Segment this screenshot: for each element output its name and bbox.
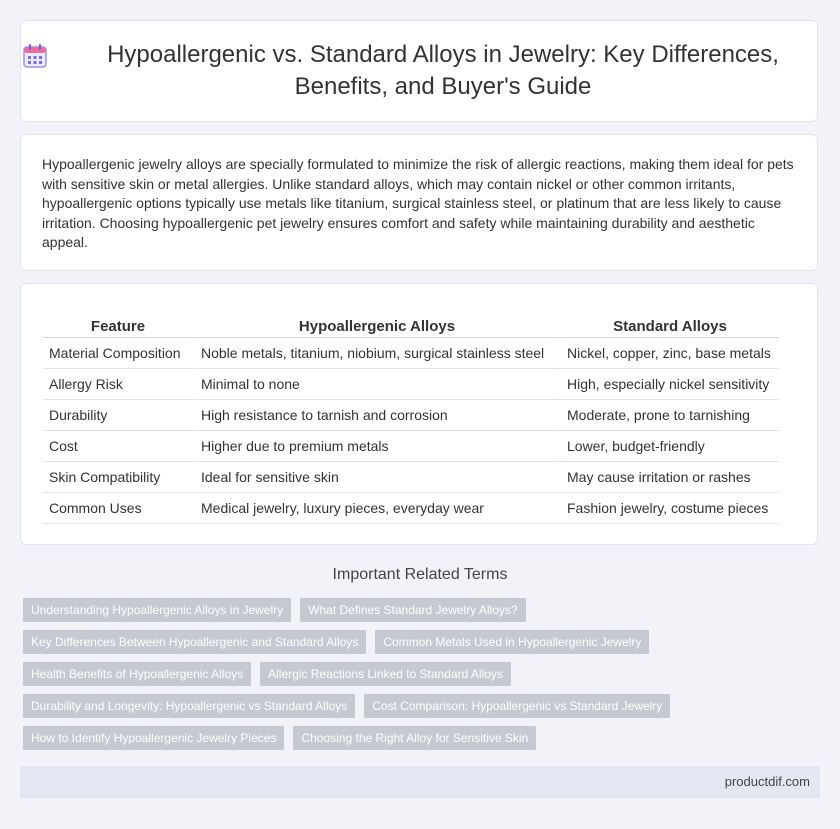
cell-hypoallergenic: Ideal for sensitive skin: [193, 462, 559, 493]
table-row: [43, 369, 779, 400]
header-feature: Feature: [43, 314, 193, 338]
footer: [20, 766, 820, 798]
cell-feature: Allergy Risk: [43, 369, 193, 400]
cell-standard: Moderate, prone to tarnishing: [559, 400, 779, 431]
header-standard: Standard Alloys: [559, 314, 779, 338]
related-term-link[interactable]: Understanding Hypoallergenic Alloys in Jewelry: [23, 598, 291, 622]
cell-feature: Skin Compatibility: [43, 462, 193, 493]
table-header-row: [43, 314, 779, 338]
intro-text: Hypoallergenic jewelry alloys are specially formulated to minimize the risk of allergic reactions, making them ideal for pets with sensitive skin or metal allergies. Unlike standard alloys, which may contain nickel or other common irritants, hypoallergenic options typically use metals like titanium, surgical stainless steel, or platinum that are less likely to cause irritation. Choosing hypoallergenic pet jewelry ensures comfort and safety while maintaining durability and aesthetic appeal.: [42, 156, 794, 250]
cell-standard: May cause irritation or rashes: [559, 462, 779, 493]
cell-standard: Fashion jewelry, costume pieces: [559, 493, 779, 524]
footer-site-link[interactable]: productdif.com: [724, 774, 810, 789]
related-term-link[interactable]: Common Metals Used in Hypoallergenic Jewelry: [375, 630, 649, 654]
table-row: [43, 493, 779, 524]
table-row: [43, 462, 779, 493]
table-row: [43, 400, 779, 431]
related-terms-list: [23, 598, 683, 758]
cell-feature: Common Uses: [43, 493, 193, 524]
related-term-link[interactable]: Durability and Longevity: Hypoallergenic vs Standard Alloys: [23, 694, 355, 718]
table-row: [43, 431, 779, 462]
cell-hypoallergenic: High resistance to tarnish and corrosion: [193, 400, 559, 431]
page-title: Hypoallergenic vs. Standard Alloys in Jewelry: Key Differences, Benefits, and Buyer's Guide: [107, 41, 779, 100]
related-term-link[interactable]: How to Identify Hypoallergenic Jewelry Pieces: [23, 726, 284, 750]
related-term-link[interactable]: Key Differences Between Hypoallergenic and Standard Alloys: [23, 630, 366, 654]
cell-feature: Material Composition: [43, 338, 193, 369]
header-card: [20, 20, 818, 122]
related-terms-title: Important Related Terms: [332, 566, 508, 583]
related-term-link[interactable]: Allergic Reactions Linked to Standard Alloys: [260, 662, 511, 686]
cell-standard: Nickel, copper, zinc, base metals: [559, 338, 779, 369]
related-term-link[interactable]: Choosing the Right Alloy for Sensitive Skin: [293, 726, 536, 750]
cell-feature: Cost: [43, 431, 193, 462]
table-row: [43, 338, 779, 369]
cell-standard: High, especially nickel sensitivity: [559, 369, 779, 400]
cell-hypoallergenic: Medical jewelry, luxury pieces, everyday wear: [193, 493, 559, 524]
intro-card: [20, 134, 818, 271]
cell-hypoallergenic: Higher due to premium metals: [193, 431, 559, 462]
cell-feature: Durability: [43, 400, 193, 431]
comparison-card: [20, 283, 818, 545]
related-term-link[interactable]: Health Benefits of Hypoallergenic Alloys: [23, 662, 251, 686]
related-term-link[interactable]: What Defines Standard Jewelry Alloys?: [300, 598, 525, 622]
cell-hypoallergenic: Noble metals, titanium, niobium, surgical stainless steel: [193, 338, 559, 369]
header-hypoallergenic: Hypoallergenic Alloys: [193, 314, 559, 338]
calendar-icon: [21, 42, 49, 70]
comparison-table: [43, 314, 779, 524]
related-term-link[interactable]: Cost Comparison: Hypoallergenic vs Standard Jewelry: [364, 694, 670, 718]
cell-standard: Lower, budget-friendly: [559, 431, 779, 462]
cell-hypoallergenic: Minimal to none: [193, 369, 559, 400]
